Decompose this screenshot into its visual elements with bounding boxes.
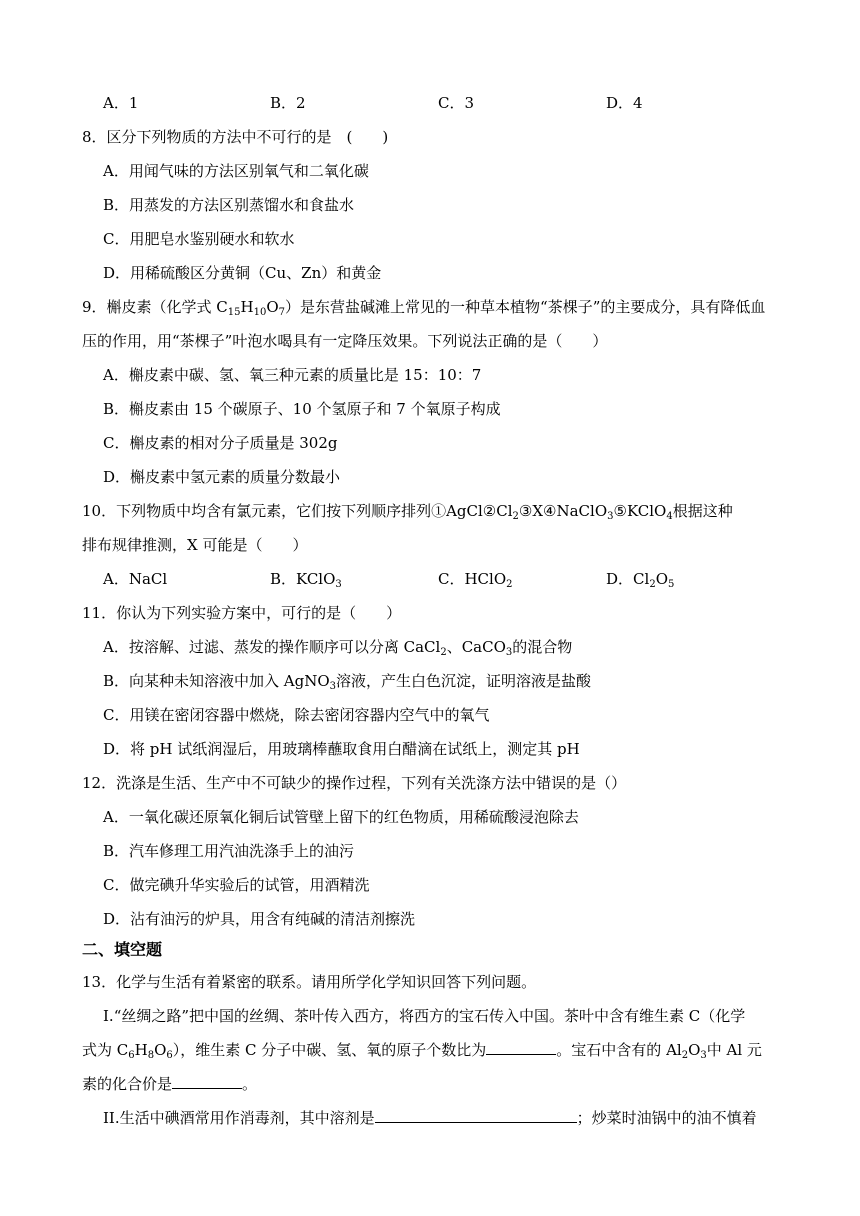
q9-option-c: C．槲皮素的相对分子质量是 302g xyxy=(103,434,338,452)
answer-blank-atom-ratio[interactable] xyxy=(486,1040,556,1055)
q9-stem-line2: 压的作用，用“茶棵子”叶泡水喝具有一定降压效果。下列说法正确的是（ ） xyxy=(82,332,608,350)
q9-stem-prefix: 9．槲皮素（化学式 C xyxy=(82,298,228,316)
q9-stem-rest: ）是东营盐碱滩上常见的一种草本植物“茶棵子”的主要成分，具有降低血 xyxy=(285,298,766,316)
q10-option-b: B．KClO$_3$ xyxy=(270,570,342,590)
q8-option-c: C．用肥皂水鉴别硬水和软水 xyxy=(103,230,295,248)
answer-blank-solvent[interactable] xyxy=(375,1108,577,1123)
q10-option-a: A．NaCl xyxy=(103,570,168,588)
q11-option-c: C．用镁在密闭容器中燃烧，除去密闭容器内空气中的氧气 xyxy=(103,706,490,724)
section-heading: 二、填空题 xyxy=(82,940,163,959)
q13-part1-line1: I.“丝绸之路”把中国的丝绸、茶叶传入西方，将西方的宝石传入中国。茶叶中含有维生素 C（化学 xyxy=(103,1007,746,1025)
q8-option-d: D．用稀硫酸区分黄铜（Cu、Zn）和黄金 xyxy=(103,264,382,282)
q8-option-a: A．用闻气味的方法区别氧气和二氧化碳 xyxy=(103,162,369,180)
q11-option-d: D．将 pH 试纸润湿后，用玻璃棒蘸取食用白醋滴在试纸上，测定其 pH xyxy=(103,740,580,758)
q12-option-c: C．做完碘升华实验后的试管，用酒精洗 xyxy=(103,876,370,894)
q13-stem: 13．化学与生活有着紧密的联系。请用所学化学知识回答下列问题。 xyxy=(82,973,537,991)
q13-part2-line1: II.生活中碘酒常用作消毒剂，其中溶剂是 ；炒菜时油锅中的油不慎着 xyxy=(103,1109,757,1127)
q11-stem: 11．你认为下列实验方案中，可行的是（ ） xyxy=(82,604,402,622)
q10-stem-line2: 排布规律推测，X 可能是（ ） xyxy=(82,536,308,554)
q9-option-a: A．槲皮素中碳、氢、氧三种元素的质量比是 15：10：7 xyxy=(103,366,482,384)
q7-option-d: D．4 xyxy=(606,94,643,112)
q10-option-d: D．$Cl_2O_5$ xyxy=(606,570,675,590)
q12-option-a: A．一氧化碳还原氧化铜后试管壁上留下的红色物质，用稀硫酸浸泡除去 xyxy=(103,808,579,826)
q9-option-b: B．槲皮素由 15 个碳原子、10 个氢原子和 7 个氧原子构成 xyxy=(103,400,501,418)
q11-option-b: B．向某种未知溶液中加入 AgNO$_3$溶液，产生白色沉淀，证明溶液是盐酸 xyxy=(103,672,592,692)
q7-option-a: A．1 xyxy=(103,94,139,112)
q10-stem-mid2: ⑤KClO xyxy=(613,502,667,520)
q13-part1-line3: 素的化合价是 。 xyxy=(82,1075,258,1093)
q12-option-d: D．沾有油污的炉具，用含有纯碱的清洁剂擦洗 xyxy=(103,910,416,928)
q7-option-c: C．3 xyxy=(438,94,475,112)
q10-stem-line1: 10．下列物质中均含有氯元素，它们按下列顺序排列$①AgCl②Cl_2③X④NaClO_3⑤KClO_4$根据这种 xyxy=(82,502,733,522)
q12-option-b: B．汽车修理工用汽油洗涤手上的油污 xyxy=(103,842,355,860)
q10-option-c: C．HClO$_2$ xyxy=(438,570,513,590)
answer-blank-valence[interactable] xyxy=(172,1074,242,1089)
q9-stem-line1: 9．槲皮素（化学式 $C_{15}H_{10}O_7$）是东营盐碱滩上常见的一种草本植物“茶棵子”的主要成分，具有降低血 xyxy=(82,298,766,318)
q11-option-a: A．按溶解、过滤、蒸发的操作顺序可以分离 CaCl$_2$、CaCO$_3$的混合物 xyxy=(103,638,573,658)
q8-option-b: B．用蒸发的方法区别蒸馏水和食盐水 xyxy=(103,196,355,214)
q10-stem-prefix: 10．下列物质中均含有氯元素，它们按下列顺序排列①AgCl②Cl xyxy=(82,502,513,520)
q12-stem: 12．洗涤是生活、生产中不可缺少的操作过程，下列有关洗涤方法中错误的是（） xyxy=(82,774,627,792)
q8-stem: 8．区分下列物质的方法中不可行的是 ( ) xyxy=(82,128,389,146)
q13-part1-line2: 式为 $C_6H_8O_6$），维生素 C 分子中碳、氢、氧的原子个数比为 。宝石中含有的 $Al_2O_3$中 Al 元 xyxy=(82,1041,762,1061)
q9-option-d: D．槲皮素中氢元素的质量分数最小 xyxy=(103,468,341,486)
q10-stem-end: 根据这种 xyxy=(672,502,733,520)
q7-option-b: B．2 xyxy=(270,94,306,112)
q10-stem-mid: ③X④NaClO xyxy=(518,502,608,520)
